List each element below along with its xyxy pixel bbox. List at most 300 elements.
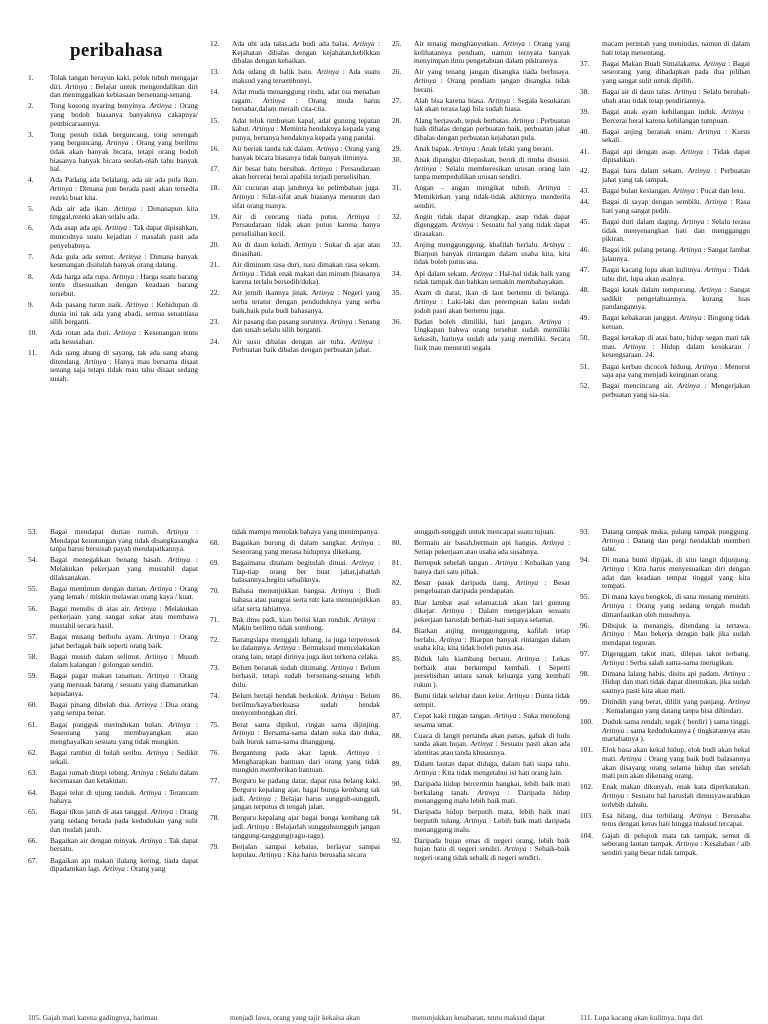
meaning-label: Artinya — [695, 361, 718, 371]
meaning-text: : Memikirkan yang tidak-tidak akhirnya menderita sendiri. — [414, 183, 570, 210]
proverb-item — [580, 746, 750, 780]
item-number: 34. — [392, 268, 402, 278]
item-number: 66. — [28, 835, 38, 845]
meaning-label: Artinya — [65, 81, 88, 91]
meaning-label: Artinya — [470, 268, 493, 278]
proverb-item — [28, 102, 198, 128]
proverb-item — [210, 814, 380, 840]
item-number: 101. — [580, 745, 593, 755]
item-number: 18. — [210, 183, 220, 193]
meaning-label: Artinya — [252, 124, 275, 134]
item-number: 59. — [28, 671, 38, 681]
meaning-text: : Segala kesukaran tak akan terasa lagi bila sudah biasa. — [414, 95, 570, 114]
item-number: 23. — [210, 316, 220, 326]
proverb-item — [28, 205, 198, 222]
meaning-text: : Orang yang — [124, 864, 166, 874]
meaning-text: : Dalam mengerjakan sesuatu pekerjaan haruslah berhati-hati supaya selamat. — [414, 606, 570, 624]
proverb-text: Daripada hidup berputih mata, lebih baik mati berputih tulang. — [414, 807, 570, 825]
item-number: 87. — [392, 711, 402, 721]
column-1 — [28, 528, 198, 1014]
item-number: 13. — [210, 67, 220, 77]
item-number: 2. — [28, 101, 34, 111]
item-number: 94. — [580, 555, 590, 565]
item-number: 58. — [28, 651, 38, 661]
proverb-item — [210, 721, 380, 747]
item-number: 31. — [392, 183, 402, 193]
proverb-item — [210, 241, 380, 258]
meaning-label: Artinya — [113, 203, 137, 213]
item-number: 98. — [580, 668, 590, 678]
proverb-item — [28, 528, 198, 554]
meaning-text: : Hidup dan mati tidak dapat ditentukan, jika sudah saatnya pasti kita akan mati. — [602, 668, 750, 696]
item-number: 70. — [210, 586, 220, 596]
meaning-label: Artinya — [451, 220, 474, 230]
item-number: 21. — [210, 260, 220, 269]
meaning-label: Artinya — [723, 668, 746, 678]
proverb-item — [580, 218, 750, 244]
item-number: 11. — [28, 348, 37, 358]
meaning-label: Artinya — [311, 288, 334, 298]
meaning-text: : Sangat sedikit pengetahuannya, kurang luas pandangannya. — [602, 284, 750, 312]
item-number: 16. — [210, 143, 220, 153]
meaning-label: Artinya — [111, 271, 135, 281]
item-number: 84. — [392, 625, 402, 635]
proverb-text: Bagai air di daun talas. — [602, 87, 675, 97]
meaning-text: : Seseorang yang merasa hidupnya dikekang. — [232, 538, 380, 556]
meaning-label: Artinya — [316, 143, 339, 153]
meaning-label: Artinya — [672, 186, 695, 196]
proverb-item — [580, 286, 750, 312]
proverb-text: Biar lambat asal selamat,tak akan lari gunung dikejar. — [414, 597, 570, 616]
proverb-item — [28, 605, 198, 631]
meaning-label: Artinya — [495, 557, 518, 567]
meaning-text: : Mau bekerja dengan baik jika sudah mendapat teguran. — [602, 629, 750, 647]
item-number: 88. — [392, 730, 402, 740]
proverb-item — [580, 718, 750, 744]
item-number: 74. — [210, 691, 220, 701]
meaning-text: : Seseorang yang membayangkan atau menghayalkan sesuatu yang tidak mungkin. — [50, 719, 198, 746]
page-bottom — [0, 528, 768, 1020]
proverb-item — [210, 749, 380, 775]
item-number: 25. — [392, 40, 402, 48]
meaning-label: Artinya — [232, 268, 255, 278]
proverb-text: Bagai telur di ujung tanduk. — [50, 787, 140, 797]
strip-text: menunjukkan kesabaran, tentu maksud dapat — [412, 1014, 545, 1022]
proverb-list — [210, 539, 380, 860]
proverb-item — [392, 760, 570, 777]
item-number: 49. — [580, 313, 590, 323]
meaning-label: Artinya — [125, 300, 149, 309]
proverb-item — [580, 528, 750, 554]
proverb-text: Esa hilang, dua terbilang. — [602, 810, 690, 820]
proverb-item — [580, 246, 750, 263]
proverb-text: Enak makan dikunyah, enak kata diperkatakan. — [602, 782, 750, 792]
meaning-text: : Orang muda harus bersabar,dalam meraih cita-cita. — [232, 95, 380, 114]
proverb-text: Bagai duri dalam daging. — [602, 217, 682, 227]
proverb-text: Bagai pinang dibelah dua. — [50, 699, 135, 709]
proverb-item — [28, 74, 198, 100]
proverb-text: Datang tampak muka, pulang tampak punggung. — [602, 528, 750, 536]
proverb-item — [210, 145, 380, 162]
proverb-item — [392, 732, 570, 758]
proverb-item — [580, 670, 750, 696]
meaning-text: : Biarpun banyak rintangan dalam usaha kita, kita tidak boleh putus asa. — [414, 634, 570, 653]
meaning-text: : Kehidupan di dunia ini tak ada yang abadi, semua senantiasa silih berganti. — [50, 300, 198, 327]
item-number: 30. — [392, 155, 402, 165]
meaning-label: Artinya — [133, 603, 157, 613]
meaning-label: Artinya — [113, 328, 136, 338]
meaning-text: : Belajar untuk mengendalikan diri dan meninggalkan kebiasaan bersenang-senang. — [50, 81, 198, 100]
meaning-text: : Menurut saja apa yang menjadi keinginan orang. — [602, 361, 750, 380]
proverb-item — [392, 145, 570, 154]
meaning-text: : Orang yang lemah / miskin melawan orang kaya / kuat. — [50, 583, 198, 602]
meaning-text: : Kesenangan tentu ada kesusahan. — [50, 328, 198, 346]
proverb-item — [210, 777, 380, 811]
meaning-text: : Mengerjakan perbuatan yang sia-sia. — [602, 381, 750, 399]
proverb-item — [392, 712, 570, 729]
proverb-item — [392, 318, 570, 352]
proverb-item — [580, 187, 750, 196]
meaning-text: : Orang yang baik budi balasannya akan disayang orang selama hidup dan setelah mati pun akan dikenang orang. — [602, 754, 750, 781]
proverb-text: Bagai menegakkan benang basah. — [50, 555, 168, 565]
meaning-text: : Belajar harus sungguh-sungguh, jangan terputus di tengah jalan. — [232, 793, 380, 812]
proverb-text: Tong penuh tidak berguncang, tong setengah yang berguncang. — [50, 129, 198, 148]
meaning-label: Artinya — [330, 662, 354, 672]
proverb-item — [28, 837, 198, 854]
meaning-text: : Senang dan susah selalu silih berganti. — [232, 316, 380, 335]
meaning-label: Artinya — [703, 58, 726, 68]
item-number: 86. — [392, 691, 402, 701]
proverb-list — [580, 60, 750, 400]
proverb-text: Duduk sama rendah, tegak ( berdiri ) sama tinggi. — [602, 717, 750, 727]
meaning-text: : Makin berilmu tidak sombong. — [232, 614, 380, 633]
meaning-text: : Tiap-tiap orang ber buat jahat,jahatlah balasannya,begitu sebaliknya. — [232, 557, 380, 585]
item-number: 1. — [28, 74, 34, 82]
proverb-text: Gajah di pelupuk mata tak tampak, semut di seberang lautan tampak. — [602, 830, 750, 849]
item-number: 82. — [392, 577, 402, 587]
proverb-text: Bagai mendapat durian runtuh. — [50, 528, 167, 536]
item-number: 61. — [28, 719, 38, 729]
item-number: 50. — [580, 333, 590, 343]
item-number: 81. — [392, 557, 402, 567]
meaning-text: : Kejahatan dibalas dengan kejahatan,kebikkan dibalas dengan kebaikan. — [232, 40, 380, 66]
item-number: 75. — [210, 719, 220, 729]
meaning-label: Artinya — [146, 671, 170, 681]
item-number: 46. — [580, 245, 590, 255]
meaning-text: : Daripada hidup menanggung malu lebih baik mati. — [414, 787, 570, 806]
meaning-label: Artinya — [516, 654, 540, 664]
meaning-text: : Ada suatu maksud yang tersembunyi. — [232, 67, 380, 85]
proverb-text: Api dalam sekam. — [414, 268, 471, 278]
proverb-item — [392, 213, 570, 239]
item-number: 9. — [28, 300, 34, 309]
meaning-text: : Serba salah sama-sama merugikan. — [624, 657, 734, 667]
proverb-text: Air di daun keladi. — [232, 240, 295, 250]
item-number: 64. — [28, 787, 38, 797]
proverb-item — [28, 721, 198, 747]
proverb-text: Ada harga ada rupa. — [50, 271, 112, 281]
item-number: 39. — [580, 106, 590, 116]
proverb-item — [392, 808, 570, 834]
meaning-text: : Selalu terasa tidak menyenangkan hati dan mengganggu pikiran. — [602, 217, 750, 244]
proverb-text: Bagaikan air dengan minyak. — [50, 835, 141, 845]
meaning-label: Artinya — [502, 40, 525, 48]
item-number: 65. — [28, 807, 38, 817]
item-number: 38. — [580, 87, 590, 97]
proverb-item — [580, 198, 750, 215]
meaning-label: Artinya — [247, 821, 270, 831]
meaning-label: Artinya — [679, 245, 702, 255]
meaning-text: : Kesalahan / aib sendiri yang besar tidak tampak. — [602, 839, 750, 857]
strip-text: 111. Lupa kacang akan kulitnya, lupa diri — [580, 1014, 703, 1022]
proverb-text: Bagai musang berbulu ayam. — [50, 631, 148, 641]
meaning-label: Artinya — [118, 251, 141, 261]
proverb-text: Berat sama dipikul, ringan sama dijinjing. — [232, 719, 380, 729]
item-number: 78. — [210, 813, 220, 823]
item-number: 24. — [210, 336, 220, 346]
meaning-text: : Orang yang banyak bicara biasanya tidak banyak ilmunya. — [232, 143, 380, 162]
proverb-item — [392, 289, 570, 315]
meaning-label: Artinya — [331, 691, 354, 701]
meaning-text: : Melakukan perkerjaan yang sangat sukar atau membawa mustahil secara hasil. — [50, 603, 198, 630]
meaning-label: Artinya — [515, 577, 539, 587]
meaning-text: : Orang pendiam jangan disangka tidak berani. — [414, 75, 570, 94]
proverb-text: Air besar batu bersibak. — [232, 163, 310, 173]
proverb-item — [392, 655, 570, 689]
meaning-label: Artinya — [704, 265, 727, 275]
proverb-text: Bertepuk sebelah tangan . — [414, 557, 496, 567]
meaning-text: : Perbuatan baik dibalas dengan perbuatan baik, perbuatan jahat dibalas dengan perbuatan kejahatan pula. — [414, 115, 570, 142]
meaning-label: Artinya — [147, 631, 170, 641]
proverb-text: Ada gula ada semut. — [50, 251, 119, 261]
meaning-text: : Dua orang yang serupa benar. — [50, 699, 198, 718]
proverb-list — [28, 528, 198, 874]
meaning-label: Artinya — [149, 583, 173, 593]
meaning-text: : Sangat lambat jalannya. — [602, 245, 750, 263]
proverb-item — [28, 176, 198, 202]
item-number: 42. — [580, 166, 590, 176]
proverb-item — [210, 68, 380, 85]
proverb-text: Air cucuran atap jatuhnya ke pelimbahan juga. — [232, 183, 380, 193]
proverb-item — [28, 131, 198, 174]
item-number: 72. — [210, 634, 220, 644]
proverb-item — [28, 329, 198, 346]
meaning-label: Artinya — [350, 336, 373, 346]
proverb-text: Bagai bulan kesiangan. — [602, 186, 673, 196]
column-1 — [28, 74, 198, 529]
meaning-text: : Kita harus berusaha secara — [281, 850, 367, 860]
proverb-item — [28, 672, 198, 698]
proverb-item — [210, 843, 380, 860]
column-2 — [210, 40, 380, 495]
meaning-label: Artinya — [602, 600, 625, 610]
item-number: 40. — [580, 126, 590, 136]
proverb-text: Biduk lalu kiambang bertaut. — [414, 654, 517, 664]
proverb-text: Tong kosong nyaring bunyinya. — [50, 101, 150, 111]
proverb-text: Angan - angan mengikat tubuh. — [414, 183, 539, 193]
proverb-text: Ada pasang turun naik. — [50, 300, 126, 309]
meaning-text: : Perbuatan baik dibalas dengan perbuatan jahat. — [232, 336, 380, 355]
proverb-item — [580, 622, 750, 648]
proverb-item — [392, 627, 570, 653]
meaning-text: : Suka menolong sesama umat. — [414, 711, 570, 729]
meaning-text: : Lebih baik mati daripada menanggung malu. — [414, 815, 570, 834]
proverb-item — [210, 40, 380, 66]
proverb-text: Ada asap ada api. — [50, 223, 105, 233]
proverb-item — [392, 692, 570, 709]
proverb-item — [580, 812, 750, 829]
proverb-item — [580, 382, 750, 399]
item-number: 17. — [210, 163, 220, 173]
proverb-text: Adat teluk timbunan kapal, adat gunung tepatan kabut. — [232, 115, 380, 134]
meaning-label: Artinya — [84, 356, 107, 366]
item-number: 83. — [392, 597, 402, 607]
proverb-text: Air diminum rasa duri, nasi dimakan rasa sekam. — [232, 260, 380, 269]
meaning-label: Artinya — [512, 115, 535, 125]
proverb-item — [580, 60, 750, 86]
meaning-text: : Orang yang bodoh biasanya banyaknya cakapnya/ pembicaraannya. — [50, 101, 198, 128]
column-4 — [580, 528, 750, 1014]
proverb-item — [392, 780, 570, 806]
meaning-label: Artinya — [507, 691, 530, 701]
proverb-text: Ada udang di balik batu. — [232, 67, 317, 77]
proverb-text: Elok basa akan kekal hidup, elok budi akan bekal mati. — [602, 745, 750, 763]
meaning-text: : Sedikit sekali. — [50, 748, 198, 766]
proverb-text: Daripada hujan emas di negeri orang, lebih baik hujan batu di negeri sendiri. — [414, 835, 570, 854]
item-number: 4. — [28, 175, 34, 185]
meaning-text: : Hal-hal tidak baik yang tidak tampak dan bahkan semakin membahayakan. — [414, 268, 570, 287]
proverb-text: Berguru ke padang datar, dapat rusa belang kaki. Berguru kepalang ajar, bagai bunga kembang tak jadi. — [232, 776, 380, 803]
proverb-item — [210, 117, 380, 143]
meaning-label: Artinya — [602, 790, 625, 800]
meaning-label: Artinya — [602, 563, 625, 573]
proverb-item — [392, 40, 570, 66]
meaning-text: : Anak lelaki yang berani. — [475, 143, 554, 153]
meaning-text: : Orang jahat berlagak baik seperti orang baik. — [50, 631, 198, 650]
proverb-text: Bergantung pada akar lapuk. — [232, 748, 347, 757]
meaning-label: Artinya — [539, 316, 562, 326]
item-number: 63. — [28, 767, 38, 777]
meaning-label: Artinya — [145, 651, 168, 661]
item-number: 73. — [210, 662, 220, 672]
meaning-label: Artinya — [721, 106, 744, 116]
meaning-label: Artinya — [232, 192, 255, 202]
proverb-text: Berguru kepalang ajar bagai bunga kembang tak jadi. — [232, 813, 380, 831]
meaning-label: Artinya — [677, 381, 700, 391]
meaning-label: Artinya — [50, 183, 73, 193]
meaning-label: Artinya — [139, 787, 162, 797]
meaning-label: Artinya — [273, 643, 296, 653]
proverb-text: Bagai rumah ditepi tebing. — [50, 767, 132, 777]
proverb-text: Anak dipangku dilepaskan, beruk di rimba disusui. — [414, 155, 570, 165]
item-number: 29. — [392, 143, 402, 153]
item-number: 56. — [28, 603, 38, 613]
item-number: 44. — [580, 197, 590, 207]
meaning-label: Artinya — [294, 240, 317, 250]
proverb-text: Cuaca di langit pertanda akan panas, gabak di hulu tanda akan hujan. — [414, 730, 570, 749]
next-page-strip — [0, 1014, 768, 1024]
proverb-text: Bagai kacang lupa akan kulitnya. — [602, 265, 705, 275]
meaning-label: Artinya — [674, 87, 697, 97]
meaning-label: Artinya — [330, 316, 353, 326]
meaning-label: Artinya — [414, 767, 437, 777]
item-number: 32. — [392, 211, 402, 221]
proverb-item — [580, 334, 750, 360]
item-number: 80. — [392, 538, 402, 548]
item-number: 97. — [580, 649, 590, 659]
proverb-text: Bagai anak ayam kehilangan induk. — [602, 106, 722, 116]
meaning-label: Artinya — [689, 810, 712, 820]
proverb-item — [580, 650, 750, 667]
proverb-text: Bagai bara dalam sekam. — [602, 166, 688, 176]
proverb-text: Ada Padang ada belalang, ada air ada pula ikan. — [50, 175, 198, 185]
meaning-text: : Tak dapat bersatu. — [50, 835, 198, 854]
proverb-text: Bahasa menunjukkan bangsa. — [232, 586, 332, 596]
proverb-text: Air susu dibalas dengan air tuba. — [232, 336, 351, 346]
meaning-label: Artinya — [351, 538, 374, 548]
item-number: 35. — [392, 288, 402, 298]
meaning-label: Artinya — [134, 699, 157, 709]
column-3 — [392, 528, 570, 1014]
meaning-label: Artinya — [414, 75, 437, 85]
proverb-text: Bagai mencincang air. — [602, 381, 678, 391]
proverb-text: Bagai kerakap di atas batu, hidup segan mati tak mau. — [602, 333, 750, 351]
item-number: 43. — [580, 186, 590, 196]
proverb-list — [392, 539, 570, 862]
proverb-text: Dibujuk ia menangis, ditendang ia tertawa. — [602, 620, 750, 630]
meaning-text: : Bermaksud mencelakakan orang lain, tetapi dirinya juga ikut terkena celaka. — [232, 643, 380, 661]
meaning-text: : Hanya mau bersama disaat senang saja tetapi tidak mau tahu disaat sedang susah. — [50, 356, 198, 383]
proverb-item — [392, 559, 570, 576]
item-number: 76. — [210, 748, 220, 757]
item-number: 33. — [392, 240, 402, 250]
proverb-text: Bagai anjing beranak enam. — [602, 126, 699, 136]
meaning-label: Artinya — [623, 341, 646, 351]
proverb-item — [210, 692, 380, 718]
proverb-item — [210, 636, 380, 662]
meaning-text: : Sifat-sifat anak biasanya menurun dari sifat orang tuanya. — [232, 192, 380, 210]
item-number: 10. — [28, 328, 38, 338]
proverb-text: Anak bapak. — [414, 143, 454, 153]
item-number: 68. — [210, 538, 220, 548]
meaning-label: Artinya — [106, 138, 129, 148]
meaning-label: Artinya — [602, 657, 625, 667]
meaning-label: Artinya — [131, 767, 154, 777]
proverb-text: Bagaikan api makan ilalang kering, tiada dapat dipadamkan lagi. — [50, 855, 198, 874]
proverb-text: Ditindih yang berat, dililit yang panjang. — [602, 697, 728, 707]
proverb-item — [580, 783, 750, 809]
item-number: 90. — [392, 778, 402, 788]
item-number: 41. — [580, 146, 590, 156]
meaning-text: : Dimana banyak kesenangan disitulah banyak orang datang. — [50, 251, 198, 270]
proverb-item — [580, 108, 750, 125]
meaning-text: : Mendapat keuntungan yang tidak disangkasangka tanpa harus bersusah payah mendapatkannya. — [50, 528, 198, 554]
proverb-text: Ada rotan ada duri. — [50, 328, 114, 338]
item-number: 93. — [580, 528, 590, 536]
meaning-label: Artinya — [680, 146, 703, 156]
meaning-text: : Datang dan pergi hendaklah memberi tahu. — [602, 535, 750, 554]
proverb-item — [210, 88, 380, 114]
meaning-label: Artinya — [464, 815, 487, 825]
item-number: 57. — [28, 631, 38, 641]
meaning-label: Artinya — [494, 711, 517, 721]
proverb-item — [28, 224, 198, 250]
meaning-text: : Belajarlah sungguhsungguh jangan tanggung-tanggung(ragu-ragu). — [232, 821, 380, 840]
meaning-text: : Meminta hendaknya kepada yang punya, bertanya hendaknya kepada yang pandai. — [232, 124, 380, 142]
proverb-text: Bagaimana ditanam begitulah dituai. — [232, 557, 352, 567]
item-number: 6. — [28, 223, 34, 233]
meaning-label: Artinya — [414, 296, 437, 306]
